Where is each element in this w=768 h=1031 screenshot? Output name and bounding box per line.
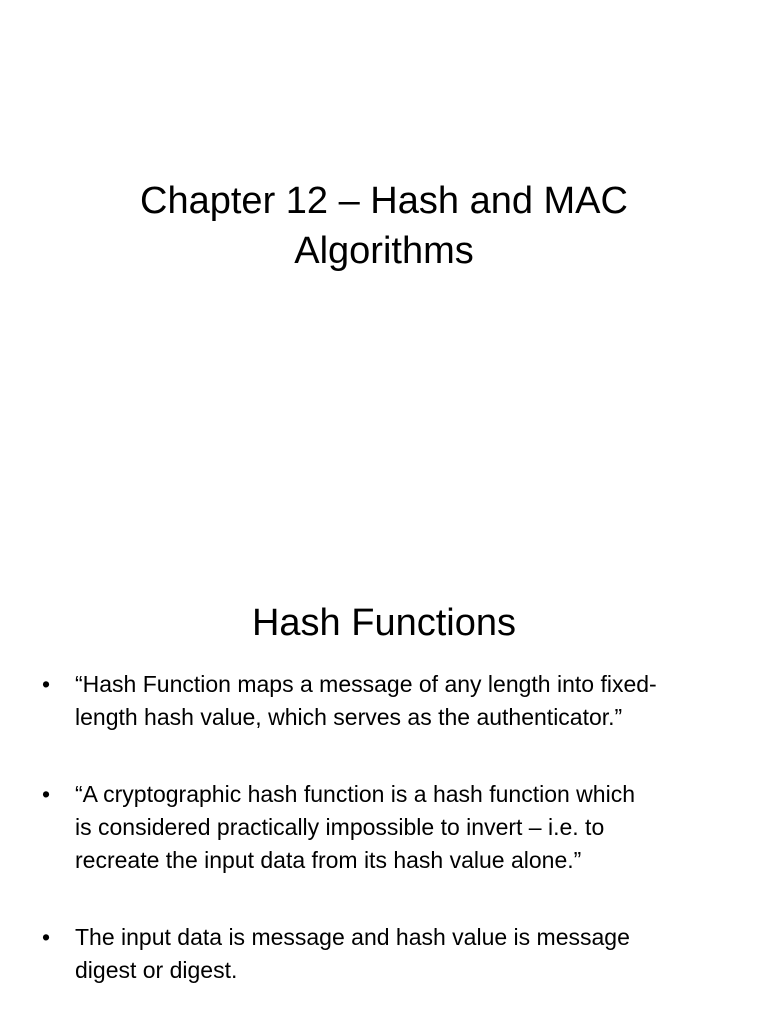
slide-title: Hash Functions xyxy=(251,602,516,644)
chapter-title xyxy=(0,176,768,276)
bullet-item xyxy=(0,668,768,734)
slide-hash-functions xyxy=(0,512,768,1024)
bullet-icon: • xyxy=(42,671,51,697)
bullet-text-line: is considered practically impossible to invert – i.e. to xyxy=(75,814,605,840)
bullet-icon: • xyxy=(42,781,51,807)
bullet-icon: • xyxy=(42,924,51,950)
bullet-text-line: recreate the input data from its hash value alone.” xyxy=(75,847,582,873)
chapter-title-line-1: Chapter 12 – Hash and MAC xyxy=(140,180,628,222)
bullet-text-line: “A cryptographic hash function is a hash function which xyxy=(75,781,635,807)
bullet-item xyxy=(0,921,768,987)
bullet-list xyxy=(0,668,768,1031)
bullet-text-line: digest or digest. xyxy=(75,957,238,983)
bullet-item xyxy=(0,778,768,877)
bullet-text-line: length hash value, which serves as the authenticator.” xyxy=(75,704,623,730)
bullet-text-line: The input data is message and hash value is message xyxy=(75,924,630,950)
bullet-text-line: “Hash Function maps a message of any length into fixed- xyxy=(75,671,657,697)
slide-chapter-title xyxy=(0,0,768,512)
chapter-title-line-2: Algorithms xyxy=(294,230,474,272)
